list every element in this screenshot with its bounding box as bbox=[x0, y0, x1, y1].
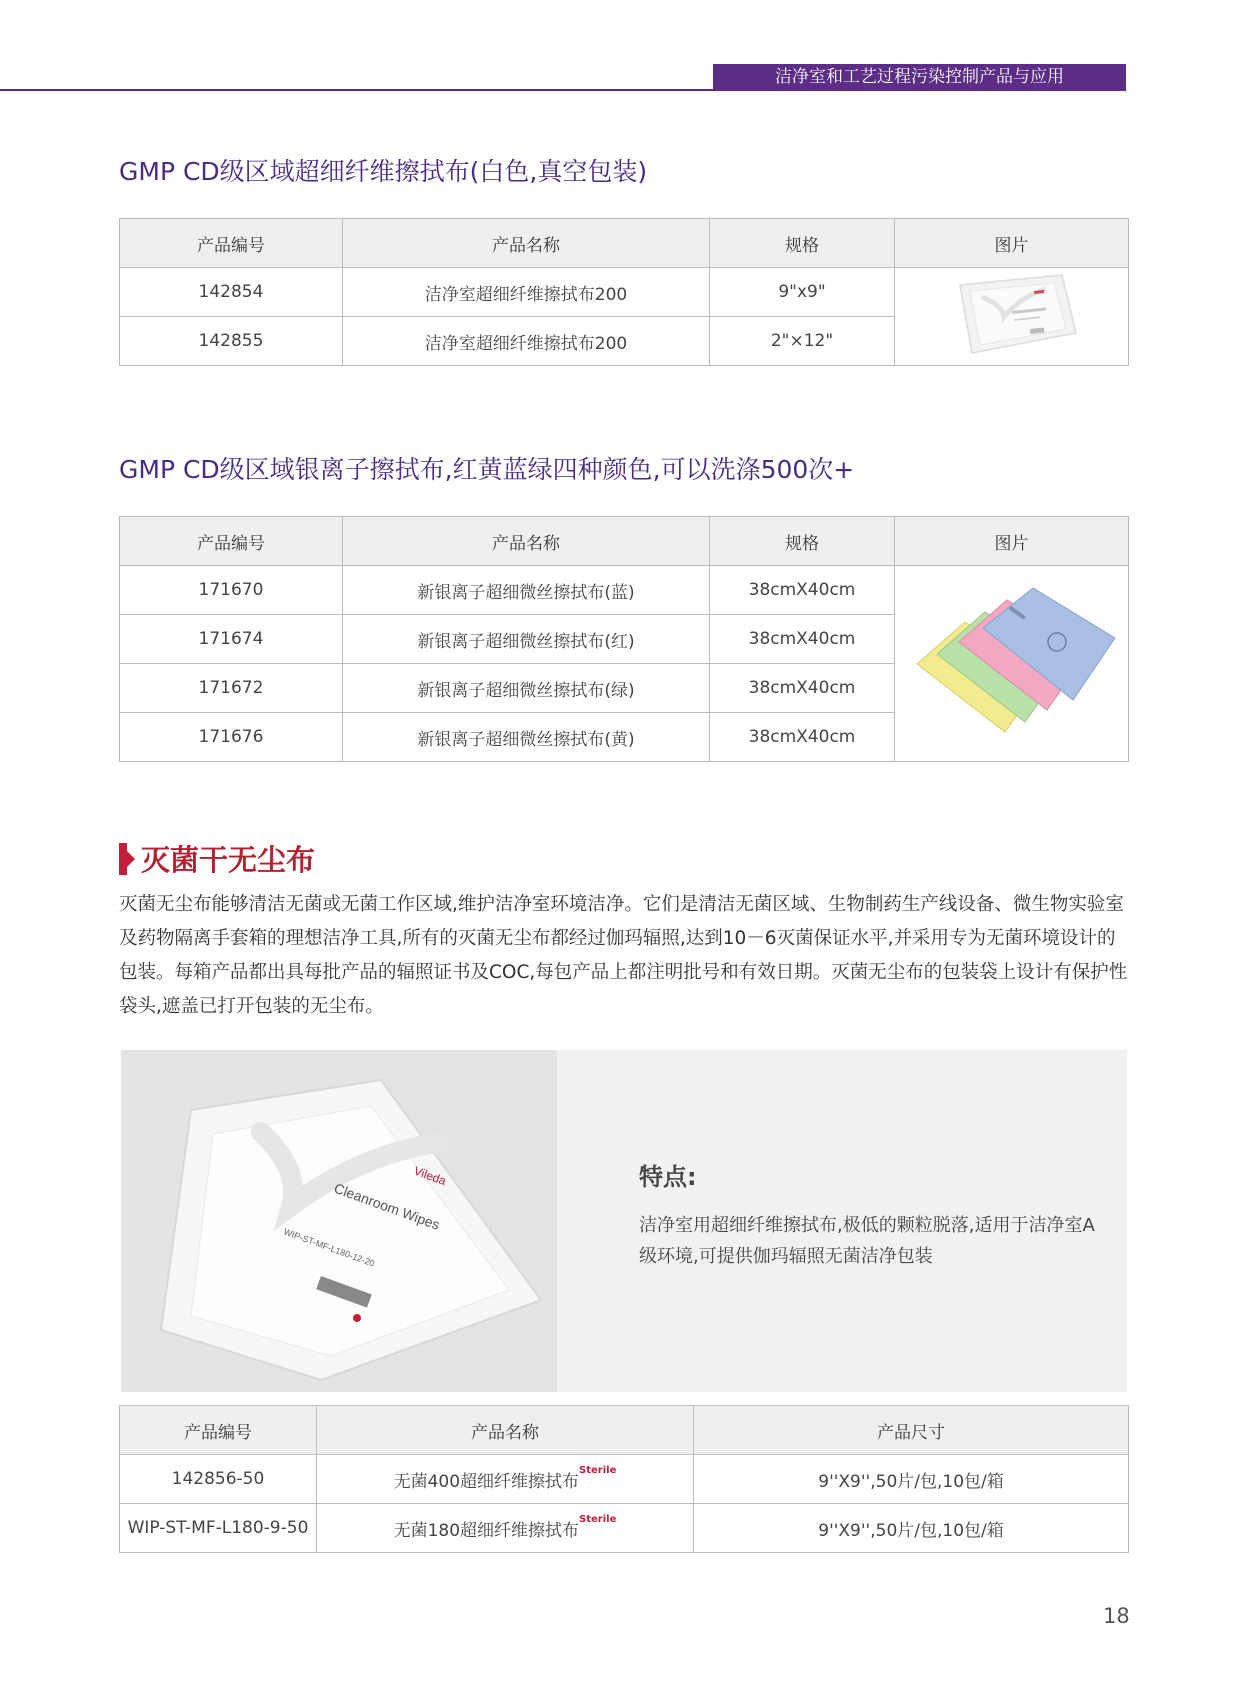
product-name: 洁净室超细纤维擦拭布200 bbox=[343, 268, 710, 317]
product-size: 9''X9'',50片/包,10包/箱 bbox=[694, 1455, 1129, 1504]
product-name: 无菌180超细纤维擦拭布 bbox=[393, 1520, 580, 1541]
product-spec: 38cmX40cm bbox=[710, 615, 895, 664]
product-code: WIP-ST-MF-L180-9-50 bbox=[120, 1504, 317, 1553]
section2-table bbox=[119, 516, 1129, 762]
product-code: 171674 bbox=[120, 615, 343, 664]
product-image-cell bbox=[895, 268, 1129, 366]
col-header-code: 产品编号 bbox=[120, 517, 343, 566]
col-header-size: 产品尺寸 bbox=[694, 1406, 1129, 1455]
section1-table bbox=[119, 218, 1129, 366]
photo-code-label: WIP-ST-MF-L180-12-20 bbox=[282, 1226, 376, 1269]
white-wipe-pack-image bbox=[942, 271, 1082, 357]
section2-title: GMP CD级区域银离子擦拭布,红黄蓝绿四种颜色,可以洗涤500次+ bbox=[119, 455, 855, 484]
heading-marker-arrow-icon bbox=[127, 851, 135, 867]
col-header-name: 产品名称 bbox=[343, 517, 710, 566]
product-code: 142855 bbox=[120, 317, 343, 366]
col-header-name: 产品名称 bbox=[317, 1406, 694, 1455]
product-code: 142854 bbox=[120, 268, 343, 317]
sterile-tag: Sterile bbox=[579, 1513, 617, 1525]
product-spec: 2"×12" bbox=[710, 317, 895, 366]
table-row bbox=[120, 268, 1129, 317]
product-spec: 9"x9" bbox=[710, 268, 895, 317]
section1-title: GMP CD级区域超细纤维擦拭布(白色,真空包装) bbox=[119, 157, 648, 186]
product-name-cell bbox=[317, 1504, 694, 1553]
product-code: 142856-50 bbox=[120, 1455, 317, 1504]
feature-title: 特点: bbox=[639, 1163, 697, 1191]
colored-cloths-image bbox=[907, 586, 1117, 736]
page-number: 18 bbox=[1103, 1604, 1130, 1628]
product-name: 洁净室超细纤维擦拭布200 bbox=[343, 317, 710, 366]
col-header-code: 产品编号 bbox=[120, 1406, 317, 1455]
product-name-cell bbox=[317, 1455, 694, 1504]
heading-marker-bar bbox=[119, 843, 127, 875]
product-name: 新银离子超细微丝擦拭布(红) bbox=[343, 615, 710, 664]
table-row bbox=[120, 1504, 1129, 1553]
product-name: 新银离子超细微丝擦拭布(黄) bbox=[343, 713, 710, 762]
product-code: 171676 bbox=[120, 713, 343, 762]
section3-table bbox=[119, 1405, 1129, 1553]
section3-heading-text: 灭菌干无尘布 bbox=[141, 843, 316, 877]
product-size: 9''X9'',50片/包,10包/箱 bbox=[694, 1504, 1129, 1553]
col-header-spec: 规格 bbox=[710, 517, 895, 566]
product-name: 新银离子超细微丝擦拭布(绿) bbox=[343, 664, 710, 713]
product-spec: 38cmX40cm bbox=[710, 713, 895, 762]
product-spec: 38cmX40cm bbox=[710, 566, 895, 615]
section3-intro: 灭菌无尘布能够清洁无菌或无菌工作区域,维护洁净室环境洁净。它们是清洁无菌区域、生物制药生产线设备、微生物实验室及药物隔离手套箱的理想洁净工具,所有的灭菌无尘布都经过伽玛辐照,达到10－6灭菌保证水平,并采用专为无菌环境设计的包装。每箱产品都出具每批产品的辐照证书及COC,每包产品上都注明批号和有效日期。灭菌无尘布的包装袋上设计有保护性袋头,遮盖已打开包装的无尘布。 bbox=[119, 894, 1128, 1017]
product-code: 171670 bbox=[120, 566, 343, 615]
product-name: 新银离子超细微丝擦拭布(蓝) bbox=[343, 566, 710, 615]
col-header-image: 图片 bbox=[895, 219, 1129, 268]
photo-product-label: Cleanroom Wipes bbox=[331, 1179, 443, 1233]
cleanroom-wipes-pack-image bbox=[121, 1050, 557, 1392]
col-header-spec: 规格 bbox=[710, 219, 895, 268]
product-image-cell bbox=[895, 566, 1129, 762]
photo-brand-label: Vileda bbox=[411, 1163, 448, 1189]
feature-text: 洁净室用超细纤维擦拭布,极低的颗粒脱落,适用于洁净室A级环境,可提供伽玛辐照无菌洁净包装 bbox=[639, 1215, 1095, 1267]
table-row bbox=[120, 566, 1129, 615]
sterile-tag: Sterile bbox=[579, 1464, 617, 1476]
col-header-code: 产品编号 bbox=[120, 219, 343, 268]
header-band: 洁净室和工艺过程污染控制产品与应用 bbox=[713, 64, 1126, 91]
col-header-name: 产品名称 bbox=[343, 219, 710, 268]
product-spec: 38cmX40cm bbox=[710, 664, 895, 713]
section3-heading bbox=[119, 838, 315, 879]
product-code: 171672 bbox=[120, 664, 343, 713]
product-name: 无菌400超细纤维擦拭布 bbox=[393, 1471, 580, 1492]
sterile-wipes-photo bbox=[121, 1050, 557, 1392]
table-row bbox=[120, 1455, 1129, 1504]
col-header-image: 图片 bbox=[895, 517, 1129, 566]
feature-box bbox=[121, 1050, 1127, 1392]
